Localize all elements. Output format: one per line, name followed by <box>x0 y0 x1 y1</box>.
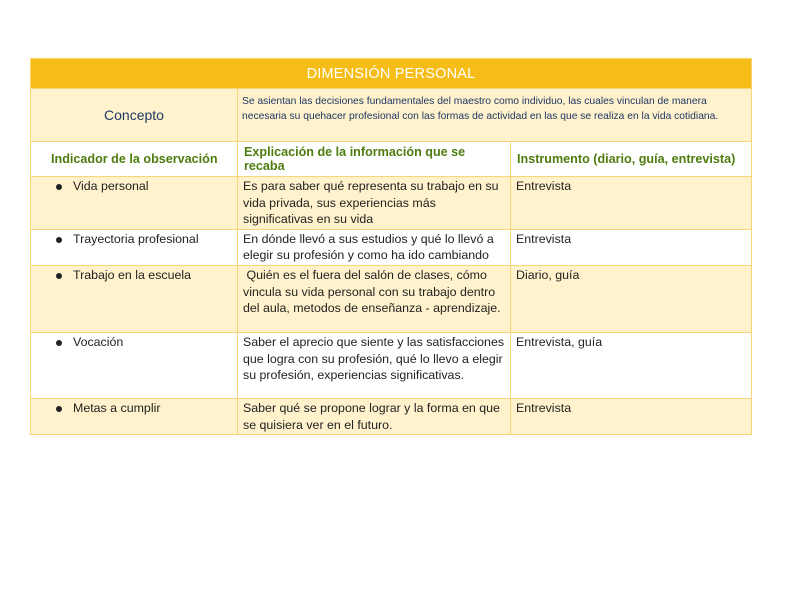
instrument-cell: Entrevista <box>511 398 752 434</box>
instrument-cell: Diario, guía <box>511 265 752 332</box>
header-explanation: Explicación de la información que se recaba <box>238 142 511 177</box>
table-row <box>31 265 752 332</box>
instrument-cell: Entrevista, guía <box>511 332 752 398</box>
explanation-cell: Saber el aprecio que siente y las satisfacciones que logra con su profesión, qué lo llevo a elegir su profesión, experiencias significativas. <box>238 332 511 398</box>
instrument-cell: Entrevista <box>511 177 752 230</box>
bullet-icon <box>56 184 62 190</box>
concept-text: Se asientan las decisiones fundamentales del maestro como individuo, las cuales vinculan de manera necesaria su quehacer profesional con las formas de actividad en las que se realiza en la vida cotidiana. <box>238 89 752 142</box>
table-row <box>31 398 752 434</box>
concept-label: Concepto <box>31 89 238 142</box>
indicator-cell <box>31 265 238 332</box>
header-indicator: Indicador de la observación <box>31 142 238 177</box>
indicator-text: Trabajo en la escuela <box>73 267 192 282</box>
indicator-text: Metas a cumplir <box>73 400 161 415</box>
explanation-cell: Es para saber qué representa su trabajo en su vida privada, sus experiencias más significativas en su vida <box>238 177 511 230</box>
bullet-icon <box>56 237 62 243</box>
indicator-text: Vocación <box>73 334 124 349</box>
bullet-icon <box>56 273 62 279</box>
indicator-cell <box>31 229 238 265</box>
explanation-cell: Quién es el fuera del salón de clases, cómo vincula su vida personal con su trabajo dentro del aula, metodos de enseñanza - aprendizaje. <box>238 265 511 332</box>
indicator-text: Vida personal <box>73 179 149 193</box>
explanation-cell: Saber qué se propone lograr y la forma en que se quisiera ver en el futuro. <box>238 398 511 434</box>
indicator-cell <box>31 177 238 230</box>
header-row <box>31 142 752 177</box>
table-row <box>31 332 752 398</box>
table-title: DIMENSIÓN PERSONAL <box>31 59 752 89</box>
dimension-table <box>30 58 752 435</box>
indicator-text: Trayectoria profesional <box>73 231 199 246</box>
indicator-cell <box>31 332 238 398</box>
instrument-cell: Entrevista <box>511 229 752 265</box>
header-instrument: Instrumento (diario, guía, entrevista) <box>511 142 752 177</box>
concept-row <box>31 89 752 142</box>
indicator-cell <box>31 398 238 434</box>
table-row <box>31 177 752 230</box>
explanation-cell: En dónde llevó a sus estudios y qué lo llevó a elegir su profesión y como ha ido cambiando <box>238 229 511 265</box>
table-row <box>31 229 752 265</box>
bullet-icon <box>56 340 62 346</box>
title-row <box>31 59 752 89</box>
bullet-icon <box>56 406 62 412</box>
